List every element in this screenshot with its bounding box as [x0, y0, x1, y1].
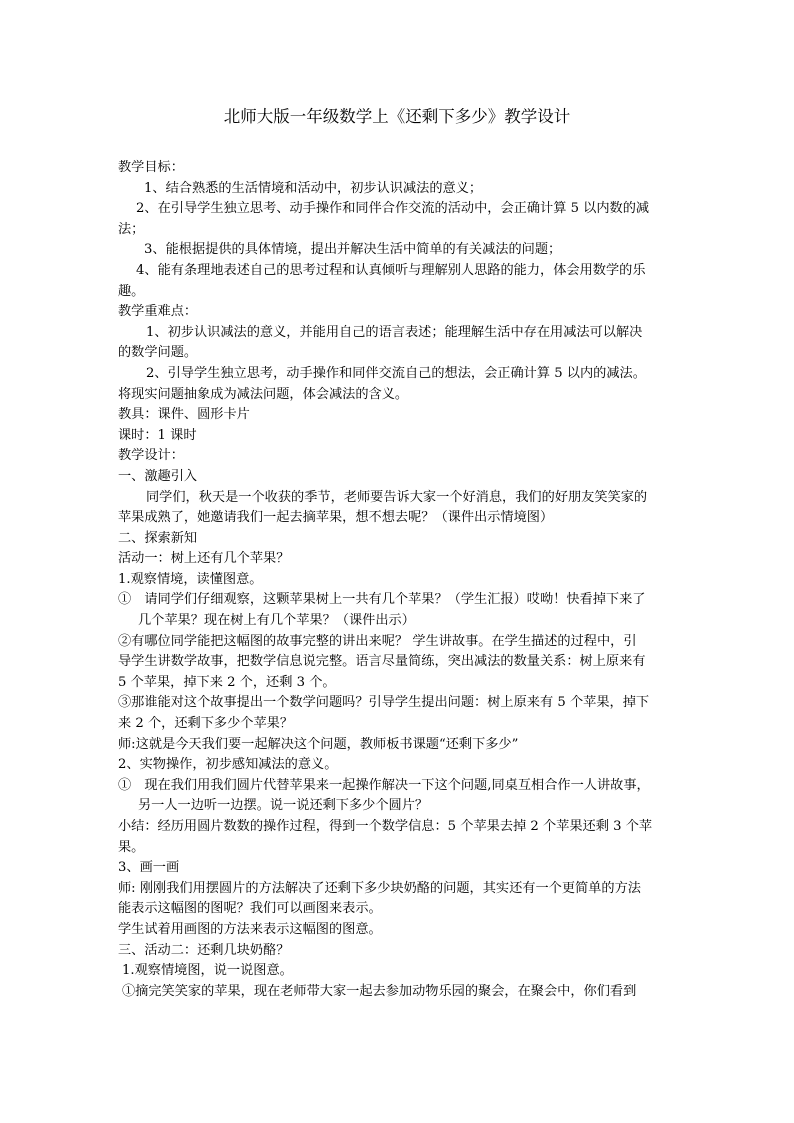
text-line: 几个苹果？现在树上有几个苹果？（课件出示） [138, 613, 415, 629]
text-line: ① 现在我们用我们圆片代替苹果来一起操作解决一下这个问题,同桌互相合作一人讲故事， [118, 777, 650, 793]
text-line: 师: 刚刚我们用摆圆片的方法解决了还剩下多少块奶酪的问题，其实还有一个更简单的方法 [118, 880, 641, 896]
text-line: 二、探索新知 [118, 530, 198, 546]
document-body [118, 158, 678, 1002]
document-title: 北师大版一年级数学上《还剩下多少》教学设计 [223, 107, 571, 126]
text-line: 师:这就是今天我们要一起解决这个问题，教师板书课题“还剩下多少” [118, 736, 519, 752]
text-line: 1.观察情境图，说一说图意。 [122, 963, 293, 979]
text-line: ③那谁能对这个故事提出一个数学问题吗？引导学生提出问题：树上原来有 5 个苹果，掉下 [118, 695, 650, 711]
text-line: 教学重难点： [118, 304, 198, 320]
text-line: 小结：经历用圆片数数的操作过程，得到一个数学信息：5 个苹果去掉 2 个苹果还剩 3 个苹 [118, 819, 653, 834]
text-line: 苹果成熟了，她邀请我们一起去摘苹果，想不想去呢？（课件出示情境图） [118, 510, 554, 526]
text-line: 一、激趣引入 [118, 468, 198, 484]
text-line: 1.观察情境，读懂图意。 [118, 571, 263, 587]
text-line: 教学设计： [118, 448, 184, 464]
text-line: 法； [118, 221, 145, 237]
text-line: 1、结合熟悉的生活情境和活动中，初步认识减法的意义； [144, 180, 483, 196]
text-line: 5 个苹果，掉下来 2 个，还剩 3 个。 [118, 674, 336, 690]
text-line: 果。 [118, 839, 145, 855]
text-line: 导学生讲数学故事，把数学信息说完整。语言尽量简练，突出减法的数量关系：树上原来有 [118, 654, 646, 670]
text-line: 学生试着用画图的方法来表示这幅图的图意。 [118, 921, 382, 937]
text-line: 的数学问题。 [118, 345, 198, 361]
text-line: 课时：1 课时 [118, 427, 197, 443]
text-line: 1、初步认识减法的意义，并能用自己的语言表述；能理解生活中存在用减法可以解决 [146, 324, 643, 340]
text-line: 将现实问题抽象成为减法问题，体会减法的含义。 [118, 386, 409, 402]
text-line: 教具：课件、圆形卡片 [118, 407, 250, 423]
text-line: 3、画一画 [118, 860, 180, 876]
text-line: 2、实物操作，初步感知减法的意义。 [118, 757, 338, 773]
text-line: ① 请同学们仔细观察，这颗苹果树上一共有几个苹果？（学生汇报）哎呦！快看掉下来了 [118, 592, 646, 608]
text-line: 2、引导学生独立思考，动手操作和同伴交流自己的想法，会正确计算 5 以内的减法。 [146, 365, 646, 381]
text-line: 能表示这幅图的图呢？我们可以画图来表示。 [118, 901, 382, 917]
text-line: 趣。 [118, 283, 145, 299]
text-line: 活动一：树上还有几个苹果？ [118, 551, 290, 567]
text-line: 三、活动二：还剩几块奶酪？ [118, 942, 290, 958]
text-line: 同学们，秋天是一个收获的季节，老师要告诉大家一个好消息，我们的好朋友笑笑家的 [146, 489, 648, 505]
text-line: 2、在引导学生独立思考、动手操作和同伴合作交流的活动中，会正确计算 5 以内数的减 [136, 201, 650, 217]
text-line: ②有哪位同学能把这幅图的故事完整的讲出来呢？ 学生讲故事。在学生描述的过程中，引 [118, 633, 637, 649]
text-line: 来 2 个，还剩下多少个苹果？ [118, 716, 294, 732]
text-line: 3、能根据提供的具体情境，提出并解决生活中简单的有关减法的问题； [144, 242, 562, 258]
text-line: 4、能有条理地表述自己的思考过程和认真倾听与理解别人思路的能力，体会用数学的乐 [136, 262, 646, 278]
text-line: ①摘完笑笑家的苹果，现在老师带大家一起去参加动物乐园的聚会，在聚会中，你们看到 [122, 983, 637, 999]
text-line: 教学目标： [118, 160, 184, 175]
text-line: 另一人一边听一边摆。说一说还剩下多少个圆片？ [138, 798, 429, 814]
